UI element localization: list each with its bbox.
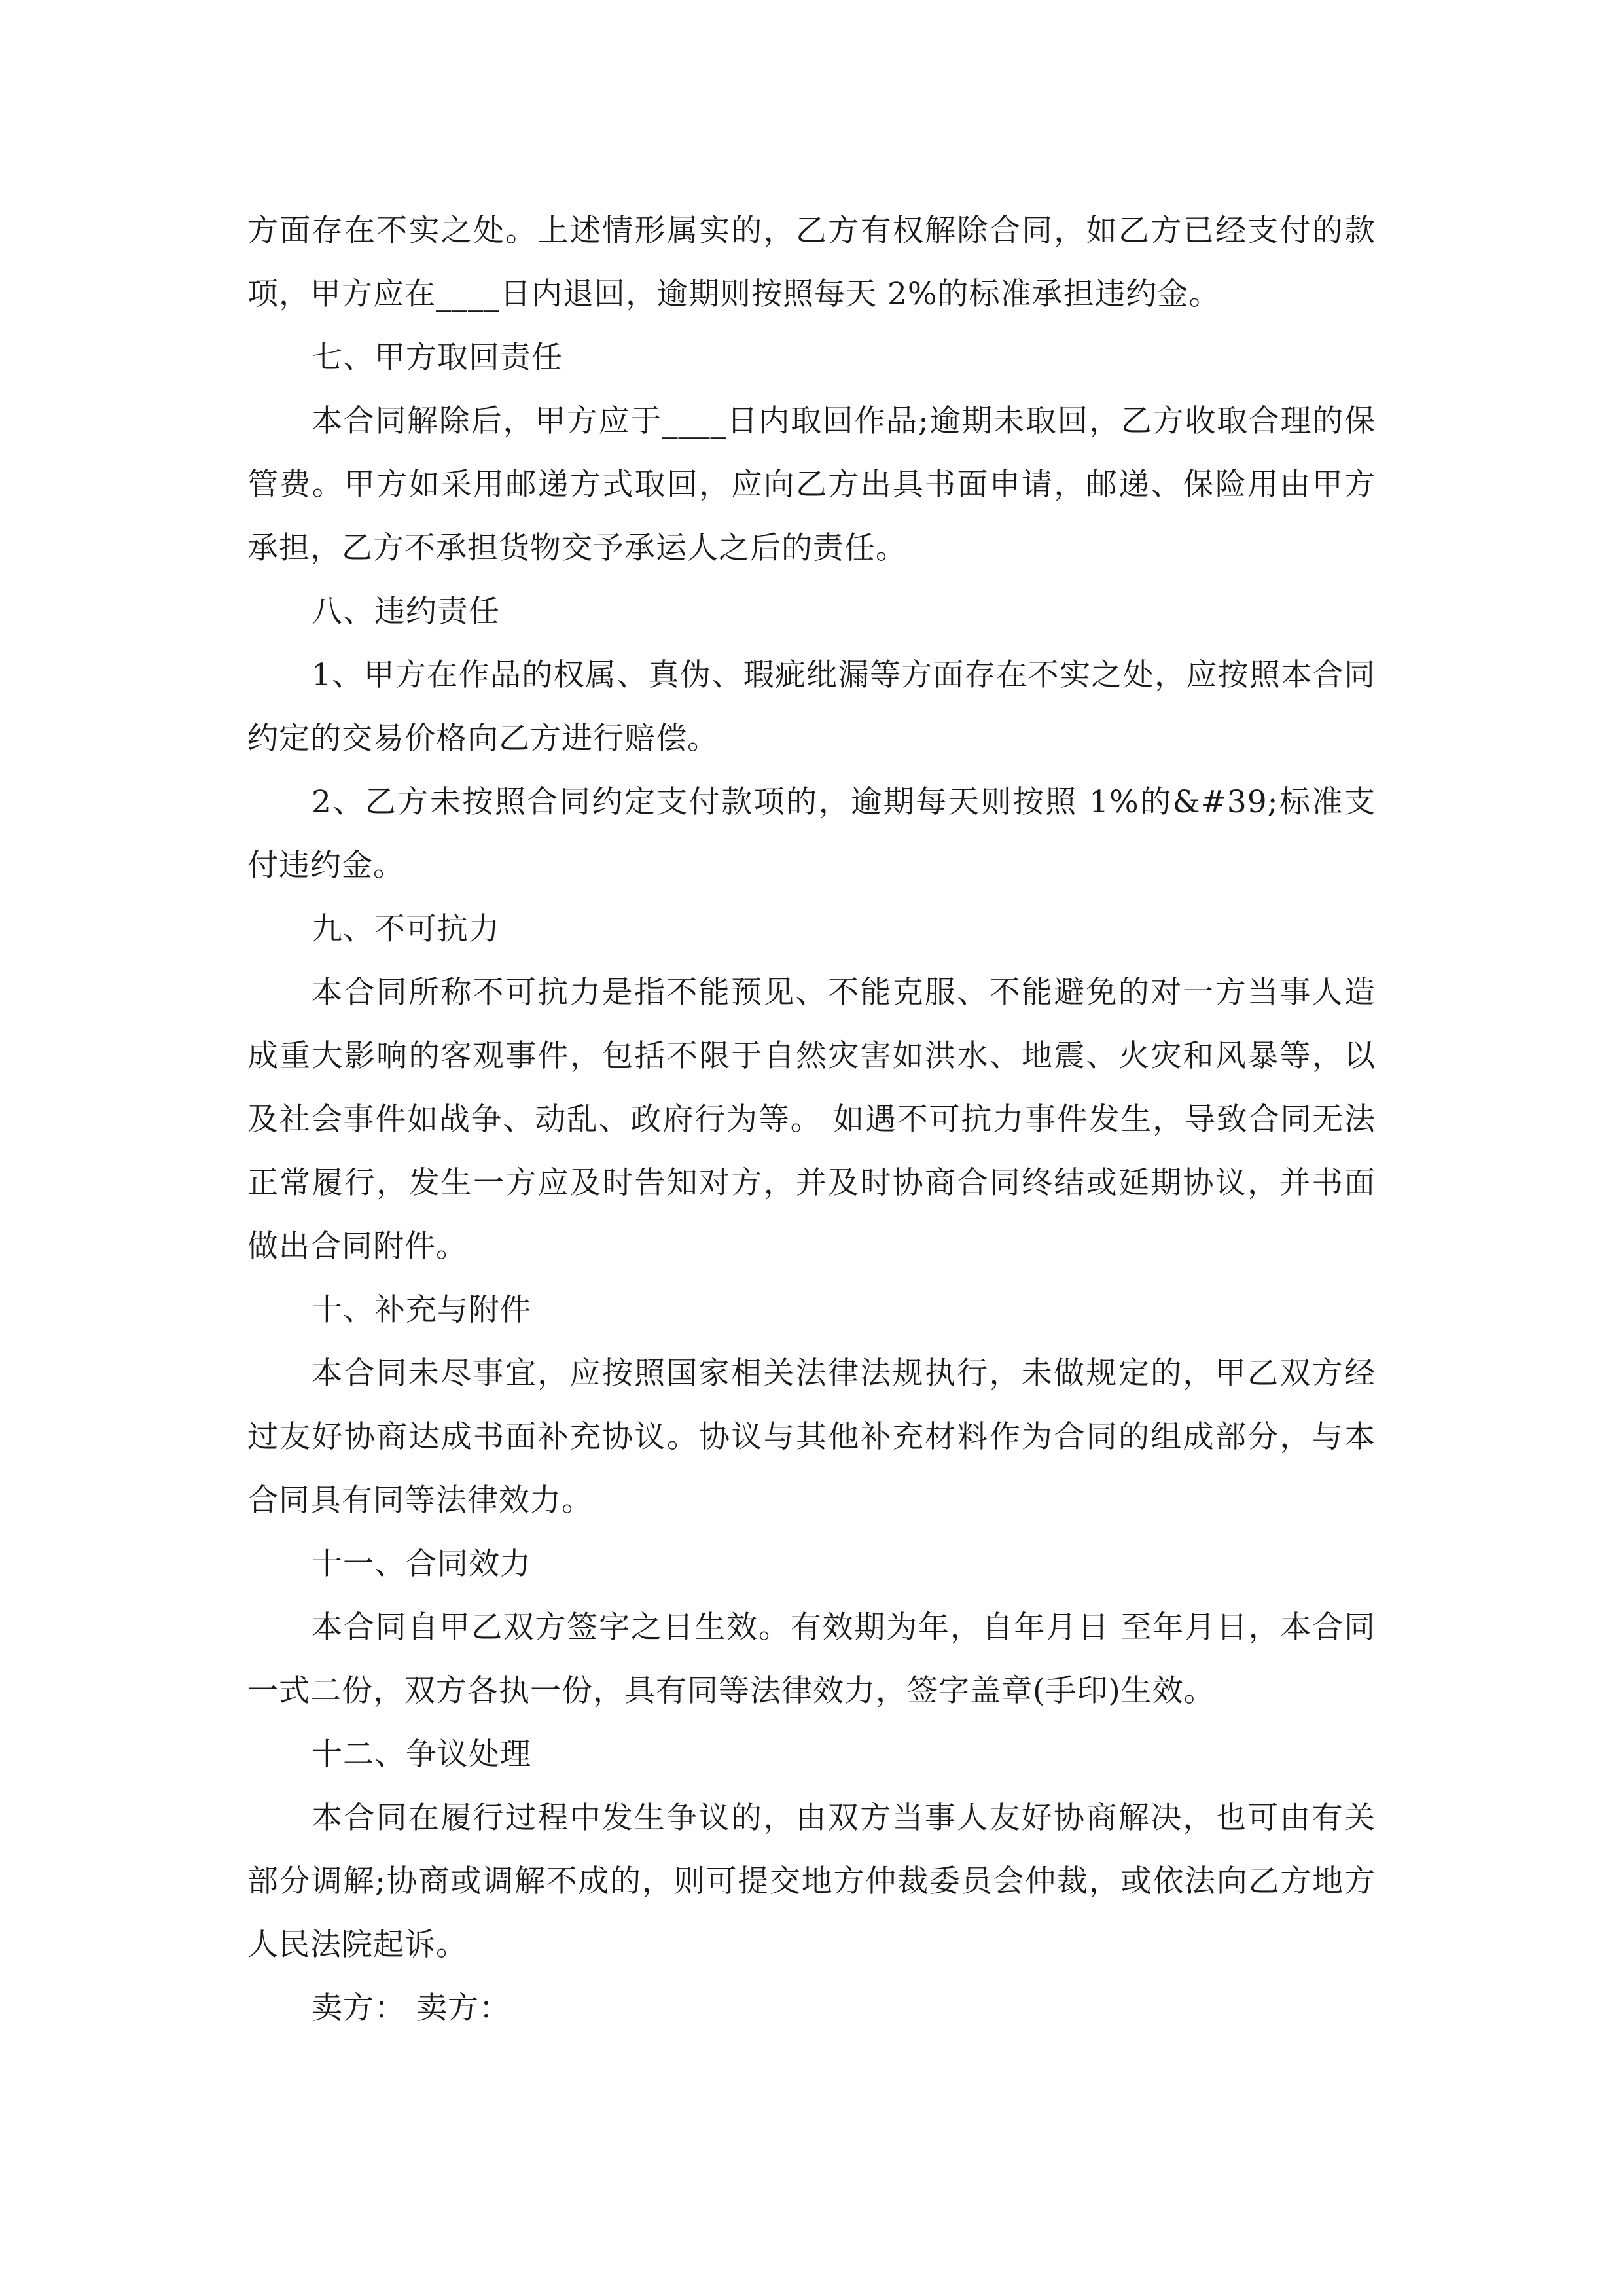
paragraph-supplements-attachments: 本合同未尽事宜，应按照国家相关法律法规执行，未做规定的，甲乙双方经过友好协商达成书面补充协议。协议与其他补充材料作为合同的组成部分，与本合同具有同等法律效力。 (247, 1355, 1376, 1518)
heading-force-majeure: 九、不可抗力 (312, 911, 500, 947)
paragraph-termination-refund: 方面存在不实之处。上述情形属实的，乙方有权解除合同，如乙方已经支付的款项，甲方应在____日内退回，逾期则按照每天 2%的标准承担违约金。 (247, 213, 1376, 312)
heading-breach-liability: 八、违约责任 (312, 594, 500, 630)
paragraph-dispute-resolution: 本合同在履行过程中发生争议的，由双方当事人友好协商解决，也可由有关部分调解;协商或调解不成的，则可提交地方仲裁委员会仲裁，或依法向乙方地方人民法院起诉。 (247, 1800, 1376, 1963)
heading-retrieval-responsibility: 七、甲方取回责任 (312, 340, 563, 376)
signature-line: 卖方： 卖方： (312, 1990, 510, 2026)
paragraph-contract-validity: 本合同自甲乙双方签字之日生效。有效期为年，自年月日 至年月日，本合同一式二份，双方各执一份，具有同等法律效力，签字盖章(手印)生效。 (247, 1609, 1376, 1709)
paragraph-force-majeure: 本合同所称不可抗力是指不能预见、不能克服、不能避免的对一方当事人造成重大影响的客观事件，包括不限于自然灾害如洪水、地震、火灾和风暴等，以及社会事件如战争、动乱、政府行为等。 如遇不可抗力事件发生，导致合同无法正常履行，发生一方应及时告知对方，并及时协商合同终结或延期协议，并书面做出合同附件。 (247, 975, 1376, 1265)
paragraph-breach-liability-2: 2、乙方未按照合同约定支付款项的，逾期每天则按照 1%的&#39;标准支付违约金。 (247, 784, 1376, 884)
heading-dispute-resolution: 十二、争议处理 (312, 1736, 531, 1772)
heading-contract-validity: 十一、合同效力 (312, 1546, 531, 1582)
paragraph-breach-liability-1: 1、甲方在作品的权属、真伪、瑕疵纰漏等方面存在不实之处，应按照本合同约定的交易价格向乙方进行赔偿。 (247, 657, 1376, 757)
heading-supplements-attachments: 十、补充与附件 (312, 1292, 531, 1328)
contract-body (247, 199, 1376, 2040)
paragraph-retrieval-responsibility: 本合同解除后，甲方应于____日内取回作品;逾期未取回，乙方收取合理的保管费。甲方如采用邮递方式取回，应向乙方出具书面申请，邮递、保险用由甲方承担，乙方不承担货物交予承运人之后的责任。 (247, 403, 1376, 566)
